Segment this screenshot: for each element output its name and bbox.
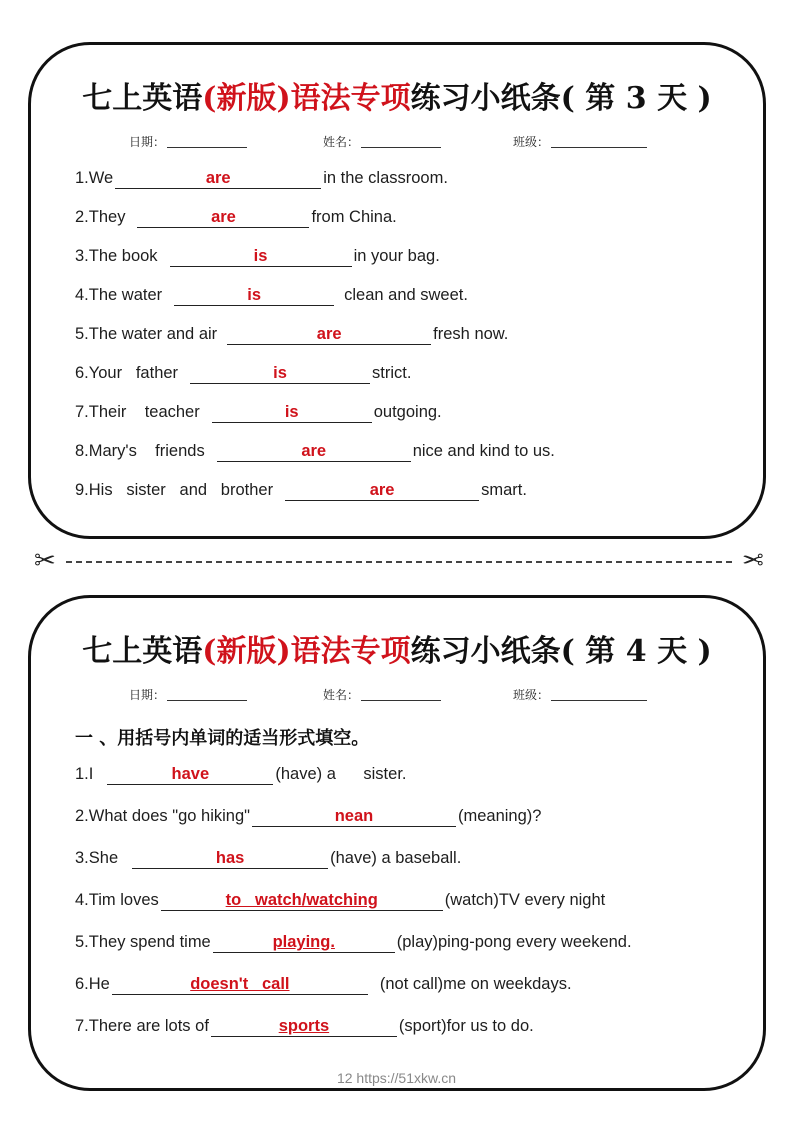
question-item [75,765,743,791]
class-field[interactable] [513,133,647,150]
question-text: 7.Their teacher [75,403,200,421]
question-text: (have) a baseball. [330,849,462,867]
question-text: 2.They [75,208,126,226]
question-text: nice and kind to us. [412,442,555,460]
date-field[interactable] [129,686,247,703]
answer-blank[interactable]: is [174,286,334,306]
question-item [75,481,743,507]
answer-blank[interactable]: is [212,403,372,423]
answer-blank[interactable]: has [132,849,328,869]
question-item [75,849,743,875]
answer-blank[interactable]: are [227,325,431,345]
answer-blank[interactable]: doesn't call [112,975,368,995]
class-line[interactable] [551,147,647,148]
question-item [75,975,743,1001]
question-text: 3.She [75,849,119,867]
question-item [75,933,743,959]
date-line[interactable] [167,700,247,701]
worksheet-title [31,626,763,670]
info-row [31,686,763,706]
question-text: 5.The water and air [75,325,218,343]
title-highlight: (新版)语法专项 [202,634,411,669]
info-row [31,133,763,153]
title-day: 第 4 天 [574,634,698,669]
question-item [75,286,743,312]
date-label: 日期： [129,688,166,702]
question-text: 1.I [75,765,94,783]
title-highlight: (新版)语法专项 [202,81,411,116]
question-text: 4.Tim loves [75,891,159,909]
dashed-divider [66,561,732,563]
question-item [75,364,743,390]
title-day: 第 3 天 [574,81,698,116]
name-label: 姓名： [323,135,360,149]
class-label: 班级： [513,135,550,149]
answer-blank[interactable]: are [115,169,321,189]
question-item [75,807,743,833]
question-text: 1.We [75,169,114,187]
class-line[interactable] [551,700,647,701]
question-item [75,891,743,917]
date-label: 日期： [129,135,166,149]
scissors-icon: ✂ [34,546,56,576]
question-text: (play)ping-pong every weekend. [396,933,632,951]
name-line[interactable] [361,700,441,701]
question-item [75,325,743,351]
question-text: 8.Mary's friends [75,442,205,460]
question-text: 6.Your father [75,364,179,382]
question-text: from China. [311,208,397,226]
cut-line [34,546,764,576]
question-text: smart. [481,481,527,499]
question-item [75,208,743,234]
worksheet-day4 [28,595,766,1091]
worksheet-title [31,73,763,117]
answer-blank[interactable]: nean [252,807,456,827]
question-text: in the classroom. [323,169,448,187]
question-text: (watch)TV every night [444,891,606,909]
title-part: ) [697,634,712,669]
question-text: in your bag. [353,247,440,265]
question-text: 7.There are lots of [75,1017,209,1035]
question-text: 2.What does "go hiking" [75,807,250,825]
class-field[interactable] [513,686,647,703]
question-text: (not call)me on weekdays. [379,975,572,993]
date-field[interactable] [129,133,247,150]
question-item [75,169,743,195]
question-text: (have) a sister. [275,765,407,783]
answer-blank[interactable]: playing. [213,933,395,953]
page-footer: 12 https://51xkw.cn [336,1070,457,1086]
question-text: (meaning)? [457,807,542,825]
question-text: 3.The book [75,247,158,265]
question-text: (sport)for us to do. [398,1017,534,1035]
worksheet-day3 [28,42,766,539]
class-label: 班级： [513,688,550,702]
answer-blank[interactable]: to watch/watching [161,891,443,911]
date-line[interactable] [167,147,247,148]
name-field[interactable] [323,133,441,150]
question-text: 9.His sister and brother [75,481,274,499]
question-text: clean and sweet. [344,286,468,304]
question-text: 4.The water [75,286,163,304]
title-part: 七上英语 [82,81,203,116]
name-label: 姓名： [323,688,360,702]
question-item [75,1017,743,1043]
name-line[interactable] [361,147,441,148]
scissors-icon: ✂ [742,546,764,576]
question-item [75,442,743,468]
question-text: strict. [372,364,412,382]
name-field[interactable] [323,686,441,703]
answer-blank[interactable]: are [137,208,309,228]
question-text: outgoing. [373,403,442,421]
title-part: 练习小纸条( [410,634,575,669]
answer-blank[interactable]: have [107,765,273,785]
answer-blank[interactable]: sports [211,1017,397,1037]
question-text: fresh now. [433,325,509,343]
answer-blank[interactable]: is [190,364,370,384]
section-heading: 一 、用括号内单词的适当形式填空。 [75,728,370,749]
question-text: 6.He [75,975,110,993]
answer-blank[interactable]: is [170,247,352,267]
question-item [75,403,743,429]
question-item [75,247,743,273]
question-text: 5.They spend time [75,933,211,951]
answer-blank[interactable]: are [285,481,479,501]
title-part: ) [697,81,712,116]
title-part: 七上英语 [82,634,203,669]
answer-blank[interactable]: are [217,442,411,462]
title-part: 练习小纸条( [410,81,575,116]
